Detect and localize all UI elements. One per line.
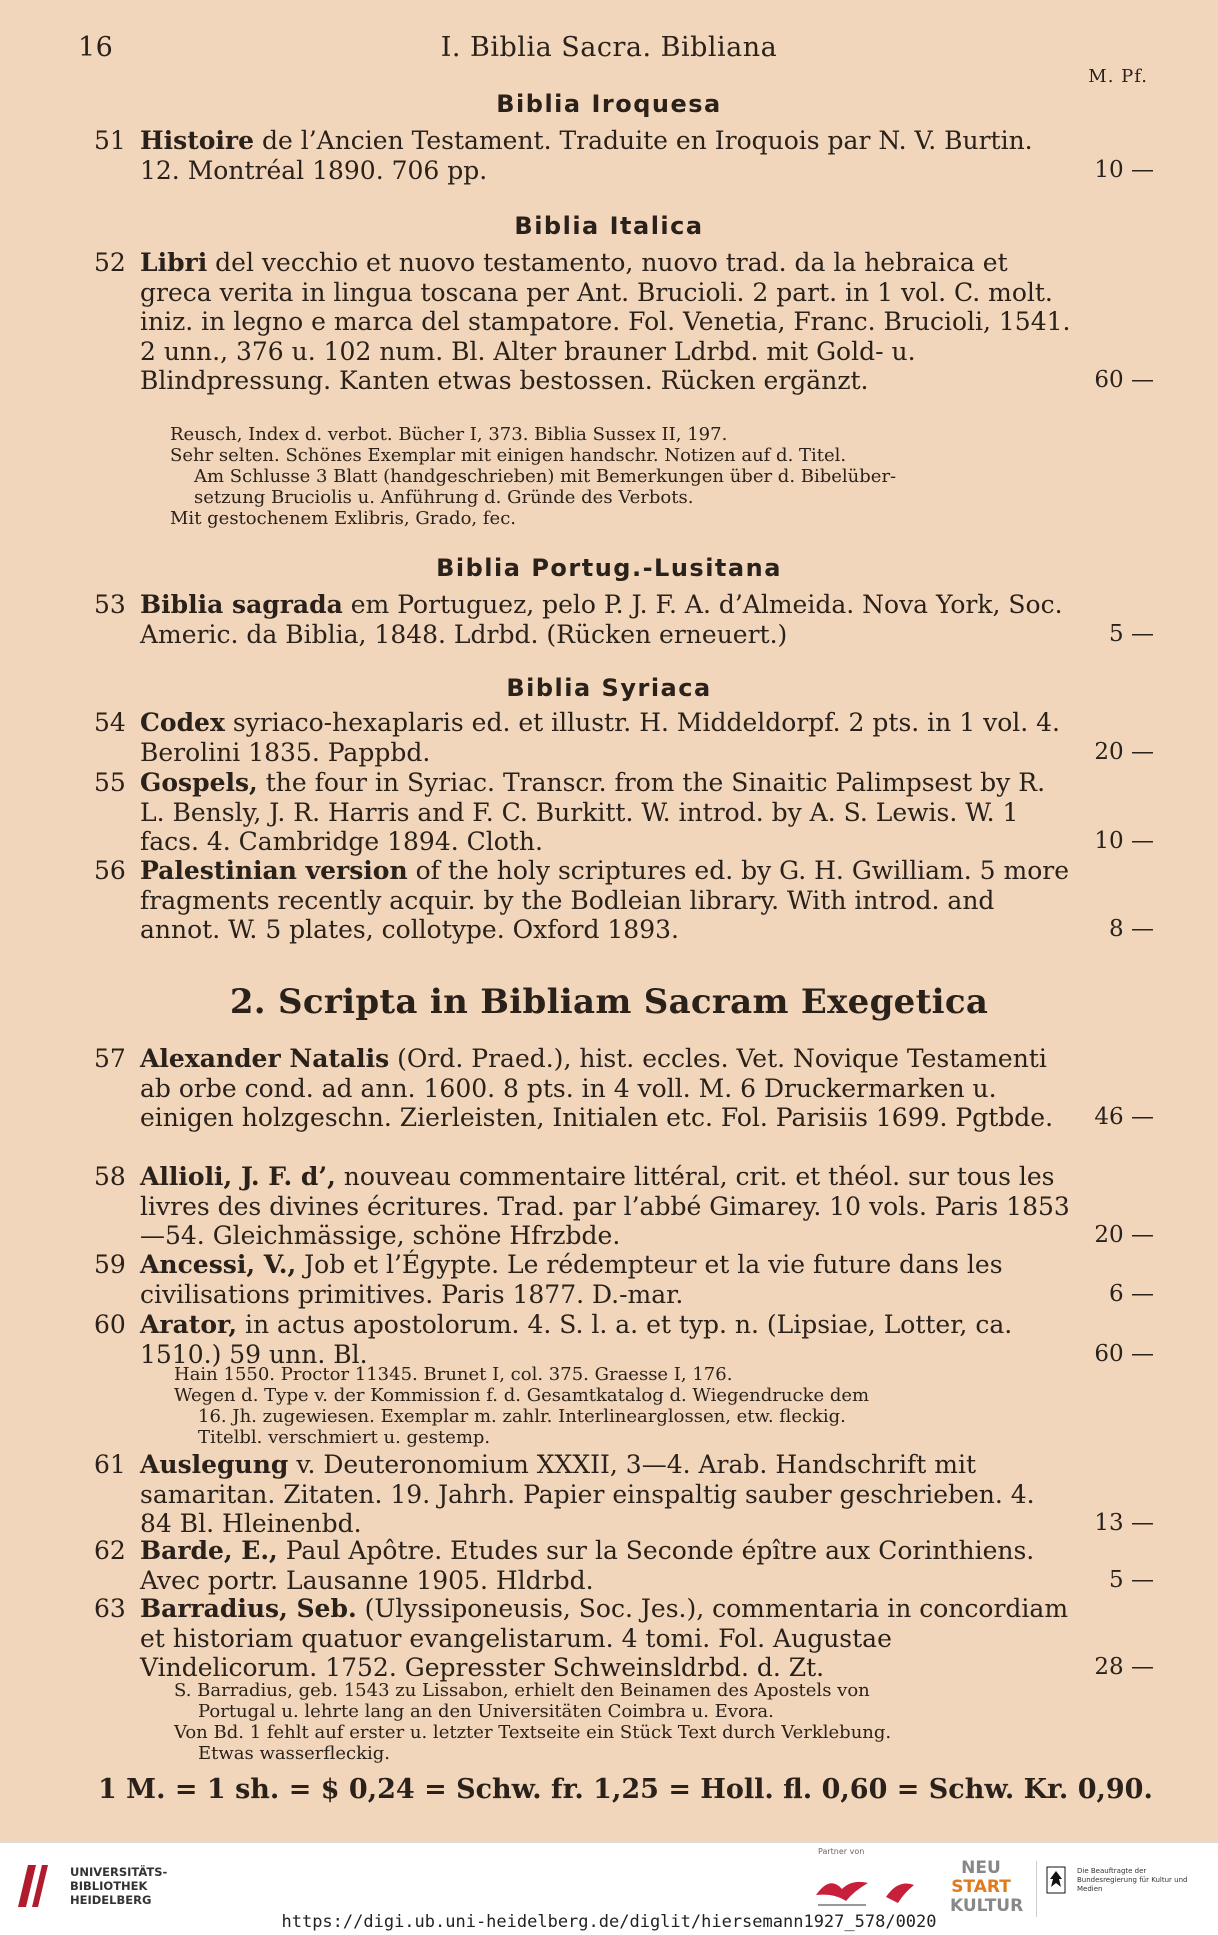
entry-number: 57 bbox=[94, 1044, 126, 1073]
university-library-name[interactable] bbox=[70, 1865, 167, 1907]
catalog-entry bbox=[94, 126, 1154, 185]
entry-number: 59 bbox=[94, 1250, 126, 1279]
entry-price: 6 — bbox=[1109, 1280, 1154, 1307]
entry-lead: Barde, E., bbox=[140, 1536, 278, 1565]
catalog-entry bbox=[94, 856, 1154, 945]
entry-lead: Histoire bbox=[140, 126, 254, 155]
uni-name-line: UNIVERSITÄTS- bbox=[70, 1865, 168, 1879]
partner-logo-icon[interactable] bbox=[812, 1871, 872, 1911]
federal-government-text: Die Beauftragte der Bundesregierung für Kultur und Medien bbox=[1077, 1867, 1188, 1893]
entry-number: 54 bbox=[94, 708, 126, 737]
catalog-entry bbox=[94, 1594, 1154, 1683]
entry-text: the four in Syriac. Transcr. from the Sinaitic Palimpsest by R. L. Bensly, J. R. Harris and F. C. Burkitt. W. introd. by A. S. Lewis. W. 1 facs. 4. Cambridge 1894. Cloth. bbox=[140, 768, 1046, 856]
entry-lead: Codex bbox=[140, 708, 225, 737]
catalog-entry bbox=[94, 1450, 1154, 1539]
section-heading: Biblia Portug.-Lusitana bbox=[436, 554, 782, 582]
entry-price: 8 — bbox=[1109, 916, 1154, 942]
entry-price: 28 — bbox=[1094, 1654, 1154, 1680]
entry-lead: Auslegung bbox=[140, 1450, 289, 1479]
neustart-line: KULTUR bbox=[950, 1896, 1024, 1916]
currency-conversion-line: 1 M. = 1 sh. = $ 0,24 = Schw. fr. 1,25 = Holl. fl. 0,60 = Schw. Kr. 0,90. bbox=[98, 1774, 1153, 1805]
entry-notes bbox=[98, 1364, 869, 1448]
entry-text: in actus apostolorum. 4. S. l. a. et typ. n. (Lipsiae, Lotter, ca. 1510.) 59 unn. Bl. bbox=[140, 1310, 1013, 1369]
entry-lead: Gospels, bbox=[140, 768, 258, 797]
page-url[interactable]: https://digi.ub.uni-heidelberg.de/diglit/hiersemann1927_578/0020 bbox=[281, 1912, 937, 1932]
note-line: Reusch, Index d. verbot. Bücher I, 373. Biblia Sussex II, 197. bbox=[170, 424, 728, 445]
entry-lead: Libri bbox=[140, 248, 208, 277]
catalog-entry bbox=[94, 1536, 1154, 1595]
entry-lead: Ancessi, V., bbox=[140, 1250, 297, 1279]
entry-text: v. Deuteronomium XXXII, 3—4. Arab. Handschrift mit samaritan. Zitaten. 19. Jahrh. Papier einspaltig sauber geschrieben. 4. 84 Bl. Hleinenbd. bbox=[140, 1450, 1035, 1538]
entry-price: 20 — bbox=[1094, 738, 1154, 765]
catalog-entry bbox=[94, 1250, 1154, 1309]
entry-lead: Biblia sagrada bbox=[140, 590, 343, 619]
entry-text: em Portuguez, pelo P. J. F. A. d’Almeida. Nova York, Soc. Americ. da Biblia, 1848. Ldrbd. (Rücken erneuert.) bbox=[140, 590, 1063, 649]
entry-price: 20 — bbox=[1094, 1222, 1154, 1248]
entry-number: 61 bbox=[94, 1450, 126, 1479]
page-number: 16 bbox=[78, 32, 114, 63]
entry-lead: Allioli, J. F. d’, bbox=[140, 1162, 336, 1191]
entry-lead: Arator, bbox=[140, 1310, 238, 1339]
note-line: Portugal u. lehrte lang an den Universitäten Coimbra u. Evora. bbox=[198, 1701, 774, 1722]
catalog-entry bbox=[94, 1162, 1154, 1251]
section-heading: Biblia Iroquesa bbox=[496, 90, 722, 118]
entry-text: nouveau commentaire littéral, crit. et théol. sur tous les livres des divines écritures. Trad. par l’abbé Gimarey. 10 vols. Paris 1853—54. Gleichmässige, schöne Hfrzbde. bbox=[140, 1162, 1070, 1250]
partner-label: Partner von bbox=[818, 1847, 865, 1856]
entry-number: 56 bbox=[94, 856, 126, 885]
federal-government-logo[interactable] bbox=[1036, 1861, 1205, 1917]
note-line: Hain 1550. Proctor 11345. Brunet I, col. 375. Graesse I, 176. bbox=[174, 1364, 733, 1385]
note-line: 16. Jh. zugewiesen. Exemplar m. zahlr. Interlinearglossen, etw. fleckig. bbox=[198, 1406, 846, 1427]
section-heading-main: 2. Scripta in Bibliam Sacram Exegetica bbox=[229, 982, 989, 1022]
entry-number: 62 bbox=[94, 1536, 126, 1565]
note-line: Titelbl. verschmiert u. gestemp. bbox=[198, 1427, 491, 1448]
note-line: Von Bd. 1 fehlt auf erster u. letzter Textseite ein Stück Text durch Verklebung. bbox=[174, 1722, 892, 1743]
entry-text: (Ord. Praed.), hist. eccles. Vet. Novique Testamenti ab orbe cond. ad ann. 1600. 8 pts. in 4 voll. M. 6 Druckermarken u. einigen holzgeschn. Zierleisten, Initialen etc. Fol. Parisiis 1699. Pgtbde. bbox=[140, 1044, 1054, 1132]
entry-number: 53 bbox=[94, 590, 126, 619]
entry-price: 46 — bbox=[1094, 1104, 1154, 1130]
note-line: Am Schlusse 3 Blatt (handgeschrieben) mit Bemerkungen über d. Bibelüber- bbox=[194, 466, 897, 487]
entry-lead: Palestinian version bbox=[140, 856, 408, 885]
entry-number: 52 bbox=[94, 248, 126, 277]
section-heading: Biblia Italica bbox=[514, 212, 704, 240]
entry-price: 10 — bbox=[1094, 828, 1154, 854]
note-line: Sehr selten. Schönes Exemplar mit einigen handschr. Notizen auf d. Titel. bbox=[170, 445, 847, 466]
catalog-entry bbox=[94, 590, 1154, 649]
university-library-logo-icon[interactable] bbox=[14, 1861, 52, 1911]
entry-text: (Ulyssiponeusis, Soc. Jes.), commentaria in concordiam et historiam quatuor evangelistarum. 4 tomi. Fol. Augustae Vindelicorum. 1752. Gepresster Schweinsldrbd. d. Zt. bbox=[140, 1594, 1069, 1682]
entry-text: of the holy scriptures ed. by G. H. Gwilliam. 5 more fragments recently acquir. by the Bodleian library. With introd. and annot. W. 5 plates, collotype. Oxford 1893. bbox=[140, 856, 1070, 944]
entry-text: syriaco-hexaplaris ed. et illustr. H. Middeldorpf. 2 pts. in 1 vol. 4. Berolini 1835. Pappbd. bbox=[140, 708, 1060, 767]
entry-price: 13 — bbox=[1094, 1510, 1154, 1536]
entry-number: 60 bbox=[94, 1310, 126, 1339]
entry-lead: Alexander Natalis bbox=[140, 1044, 390, 1073]
note-line: Etwas wasserfleckig. bbox=[198, 1743, 390, 1764]
section-heading: Biblia Syriaca bbox=[506, 674, 712, 702]
catalog-entry bbox=[94, 768, 1154, 857]
entry-price: 5 — bbox=[1109, 620, 1154, 647]
entry-price: 60 — bbox=[1094, 1340, 1154, 1367]
partner-logo-icon[interactable] bbox=[880, 1871, 920, 1911]
neustart-line: NEU bbox=[961, 1858, 1001, 1878]
entry-text: Job et l’Égypte. Le rédempteur et la vie future dans les civilisations primitives. Paris 1877. D.-mar. bbox=[140, 1250, 1003, 1309]
catalog-entry bbox=[94, 1310, 1154, 1369]
entry-text: del vecchio et nuovo testamento, nuovo trad. da la hebraica et greca verita in lingua toscana per Ant. Brucioli. 2 part. in 1 vol. C. molt. iniz. in legno e marca del stampatore. Fol. Venetia, Franc. Brucioli, 1541. 2 unn., 376 u. 102 num. Bl. Alter brauner Ldrbd. mit Gold- u. Blindpressung. Kanten etwas bestossen. Rücken ergänzt. bbox=[140, 248, 1071, 395]
entry-price: 10 — bbox=[1094, 156, 1154, 183]
federal-eagle-icon bbox=[1045, 1865, 1067, 1895]
entry-notes bbox=[94, 424, 896, 529]
running-title: I. Biblia Sacra. Bibliana bbox=[440, 32, 778, 63]
entry-lead: Barradius, Seb. bbox=[140, 1594, 357, 1623]
uni-name-line: BIBLIOTHEK bbox=[70, 1879, 148, 1893]
neustart-kultur-logo[interactable] bbox=[950, 1858, 1024, 1916]
neustart-line: START bbox=[951, 1877, 1011, 1897]
entry-price: 5 — bbox=[1109, 1566, 1154, 1593]
entry-price: 60 — bbox=[1094, 367, 1154, 393]
entry-number: 51 bbox=[94, 126, 126, 155]
note-line: Mit gestochenem Exlibris, Grado, fec. bbox=[170, 508, 516, 529]
catalog-entry bbox=[94, 248, 1154, 396]
catalog-entry bbox=[94, 1044, 1154, 1133]
entry-number: 55 bbox=[94, 768, 126, 797]
currency-column-label: M. Pf. bbox=[1088, 66, 1148, 87]
entry-notes bbox=[98, 1680, 891, 1764]
entry-text: Paul Apôtre. Etudes sur la Seconde épître aux Corinthiens. Avec portr. Lausanne 1905. Hldrbd. bbox=[140, 1536, 1035, 1595]
note-line: Wegen d. Type v. der Kommission f. d. Gesamtkatalog d. Wiegendrucke dem bbox=[174, 1385, 870, 1406]
entry-text: de l’Ancien Testament. Traduite en Iroquois par N. V. Burtin. 12. Montréal 1890. 706 pp. bbox=[140, 126, 1033, 185]
note-line: S. Barradius, geb. 1543 zu Lissabon, erhielt den Beinamen des Apostels von bbox=[174, 1680, 870, 1701]
note-line: setzung Bruciolis u. Anführung d. Gründe des Verbots. bbox=[194, 487, 694, 508]
entry-number: 63 bbox=[94, 1594, 126, 1623]
entry-number: 58 bbox=[94, 1162, 126, 1191]
catalog-entry bbox=[94, 708, 1154, 767]
uni-name-line: HEIDELBERG bbox=[70, 1893, 152, 1907]
